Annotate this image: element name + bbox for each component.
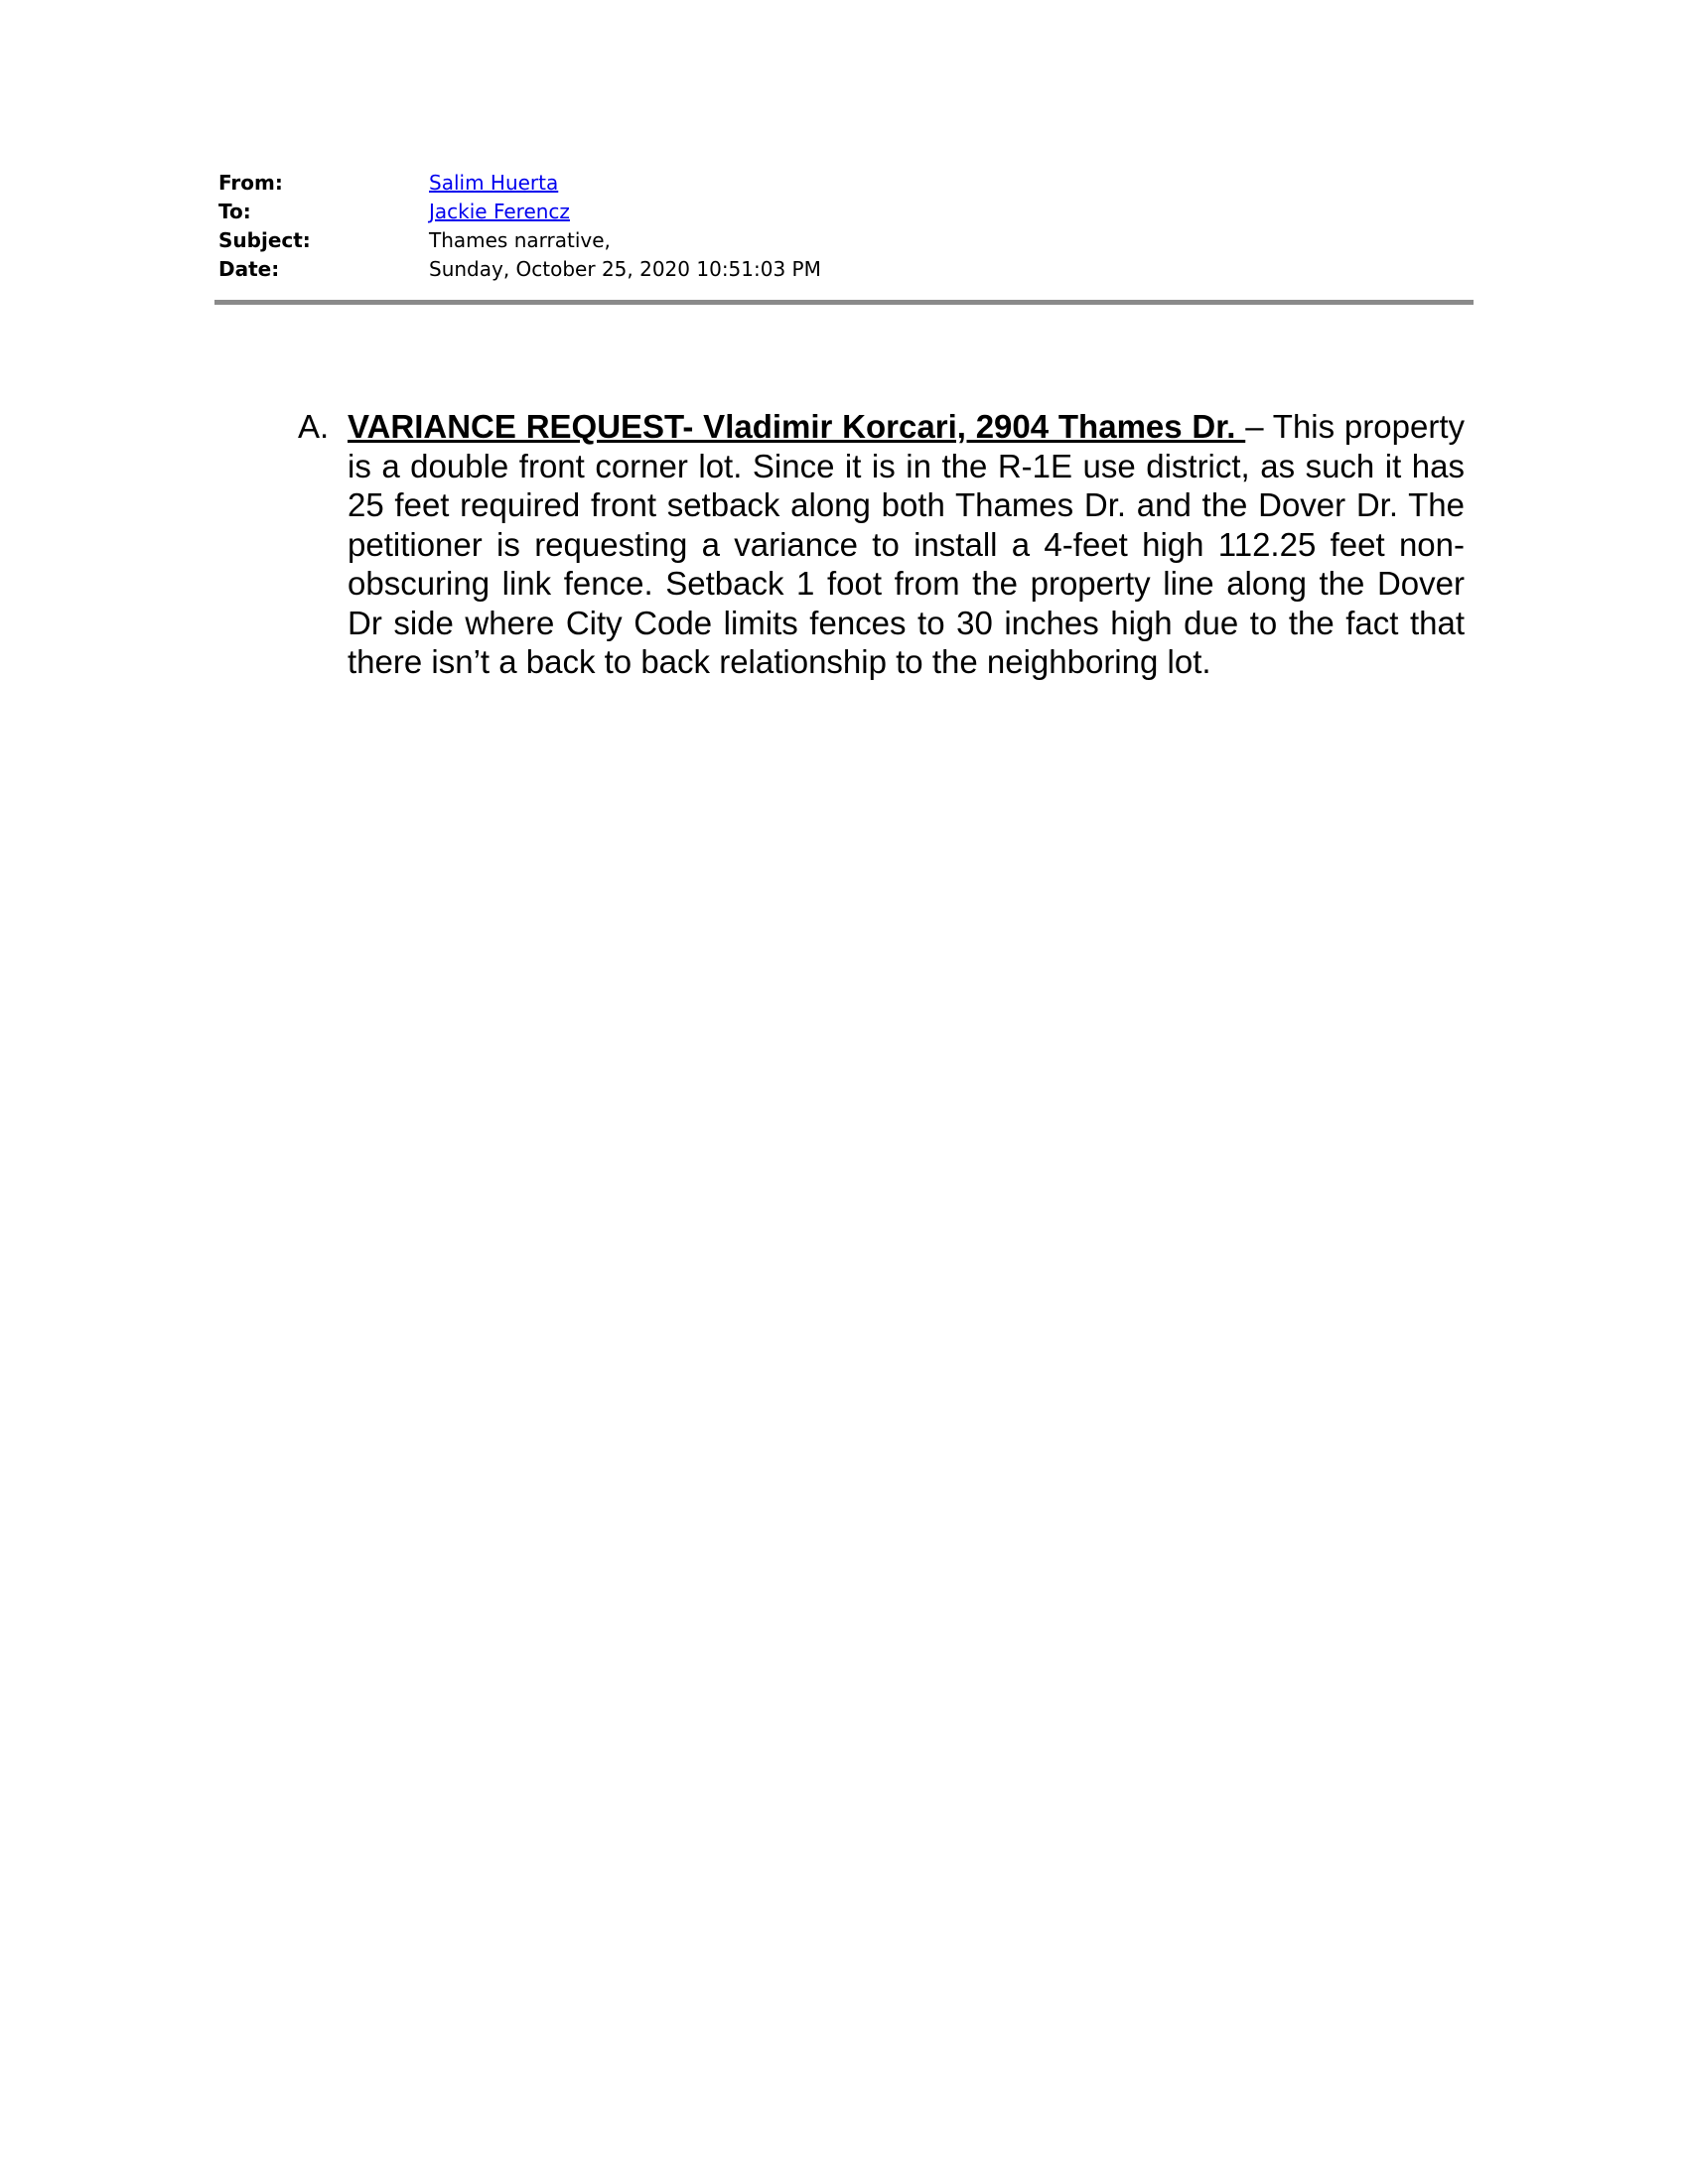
date-value: Sunday, October 25, 2020 10:51:03 PM bbox=[429, 257, 821, 281]
from-row bbox=[218, 169, 1470, 198]
subject-label: Subject: bbox=[218, 228, 311, 252]
subject-row bbox=[218, 226, 1470, 255]
from-label: From: bbox=[218, 171, 283, 195]
item-marker: A. bbox=[298, 408, 330, 445]
email-header bbox=[218, 169, 1470, 284]
to-label: To: bbox=[218, 200, 251, 223]
date-row bbox=[218, 255, 1470, 284]
header-divider bbox=[214, 300, 1474, 305]
date-label: Date: bbox=[218, 257, 280, 281]
item-title: VARIANCE REQUEST- Vladimir Korcari, 2904 Thames Dr. bbox=[348, 408, 1246, 445]
from-link[interactable]: Salim Huerta bbox=[429, 171, 559, 195]
subject-value: Thames narrative, bbox=[429, 228, 611, 252]
to-row bbox=[218, 198, 1470, 226]
item-body bbox=[348, 407, 1465, 682]
to-link[interactable]: Jackie Ferencz bbox=[429, 200, 570, 223]
item-text: – This property is a double front corner lot. Since it is in the R-1E use district, as such it has 25 feet required front setback along both Thames Dr. and the Dover Dr. The petitioner is requesting a variance to install a 4-feet high 112.25 feet non-obscuring link fence. Setback 1 foot from the property line along the Dover Dr side where City Code limits fences to 30 inches high due to the fact that there isn’t a back to back relationship to the neighboring lot. bbox=[348, 408, 1465, 680]
